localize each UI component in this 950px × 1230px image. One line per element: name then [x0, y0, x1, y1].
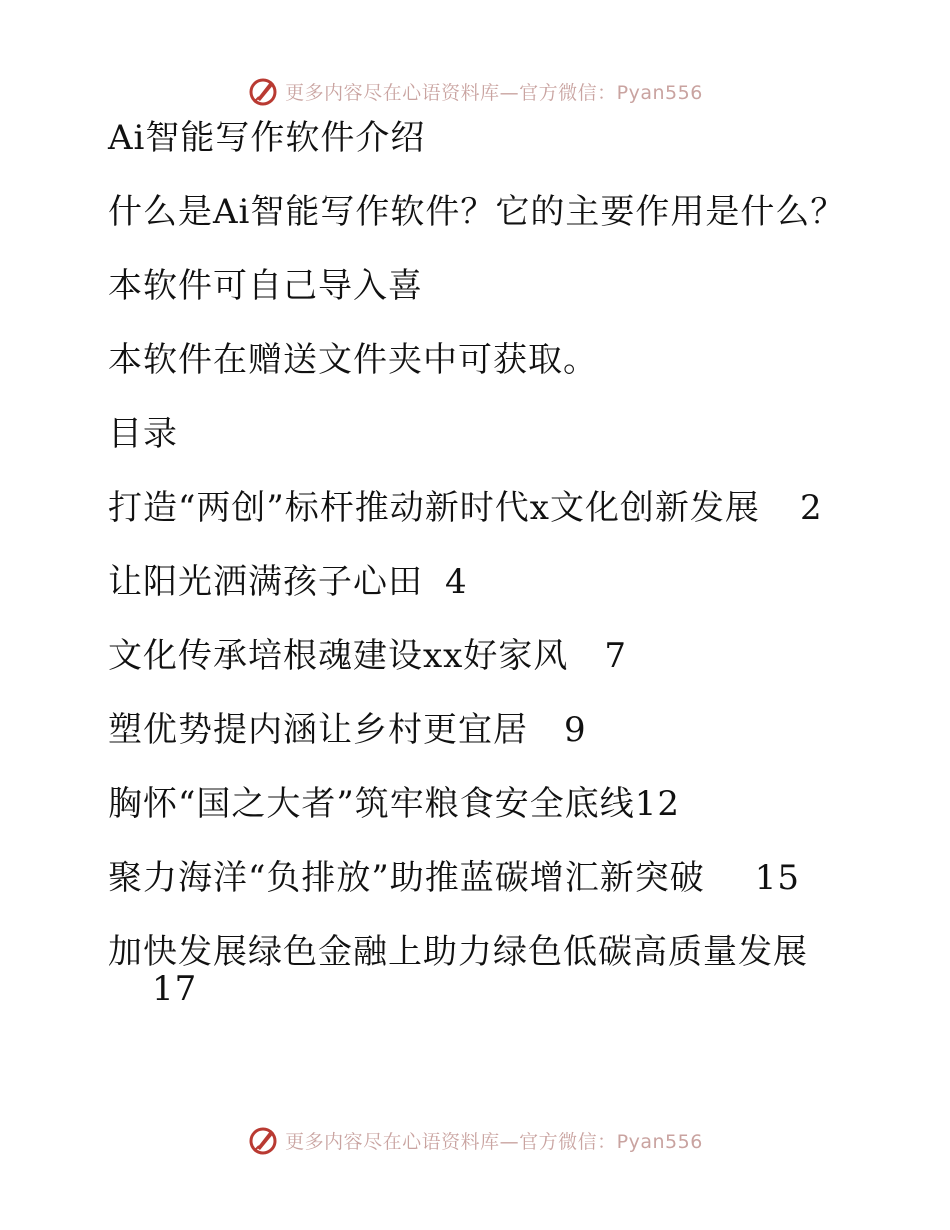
quill-logo-icon — [247, 1124, 279, 1156]
document-body — [108, 120, 908, 1045]
toc-item[interactable] — [108, 712, 908, 749]
toc-item-title: 聚力海洋“负排放”助推蓝碳增汇新突破 — [108, 858, 705, 898]
toc-item[interactable] — [108, 490, 908, 527]
toc-item-page: 17 — [152, 969, 198, 1009]
banner-text: 更多内容尽在心语资料库—官方微信：Pyan556 — [285, 1130, 703, 1153]
toc-item-page: 4 — [445, 562, 468, 602]
toc-heading: 目录 — [108, 414, 178, 454]
toc-item-title: 塑优势提内涵让乡村更宜居 — [108, 710, 528, 750]
toc-item-title: 文化传承培根魂建设xx好家风 — [108, 636, 569, 676]
banner-text: 更多内容尽在心语资料库—官方微信：Pyan556 — [285, 81, 703, 104]
toc-item-title: 胸怀“国之大者”筑牢粮食安全底线 — [108, 784, 635, 824]
footer-banner — [0, 1120, 950, 1160]
toc-item-page: 12 — [634, 784, 681, 824]
toc-item[interactable] — [108, 564, 908, 601]
doc-title: Ai智能写作软件介绍 — [108, 118, 426, 158]
doc-question: 什么是Ai智能写作软件？它的主要作用是什么？ — [108, 192, 846, 232]
toc-item-page: 2 — [799, 488, 823, 528]
toc-item-page: 7 — [604, 636, 627, 676]
quill-logo-icon — [247, 75, 279, 107]
toc-item-title: 让阳光洒满孩子心田 — [108, 562, 423, 602]
toc-item-page: 9 — [564, 710, 587, 750]
toc-item[interactable] — [108, 638, 908, 675]
header-banner — [0, 71, 950, 111]
toc-item-title: 加快发展绿色金融上助力绿色低碳高质量发展 — [108, 932, 808, 972]
toc-item-page: 15 — [754, 858, 801, 898]
toc-item[interactable] — [108, 860, 908, 897]
doc-text-folder: 本软件在赠送文件夹中可获取。 — [108, 340, 598, 380]
toc-item-title: 打造“两创”标杆推动新时代x文化创新发展 — [108, 488, 760, 528]
doc-text-import: 本软件可自己导入喜 — [108, 266, 423, 306]
toc-item[interactable] — [108, 786, 908, 823]
toc-item[interactable] — [108, 934, 828, 1008]
